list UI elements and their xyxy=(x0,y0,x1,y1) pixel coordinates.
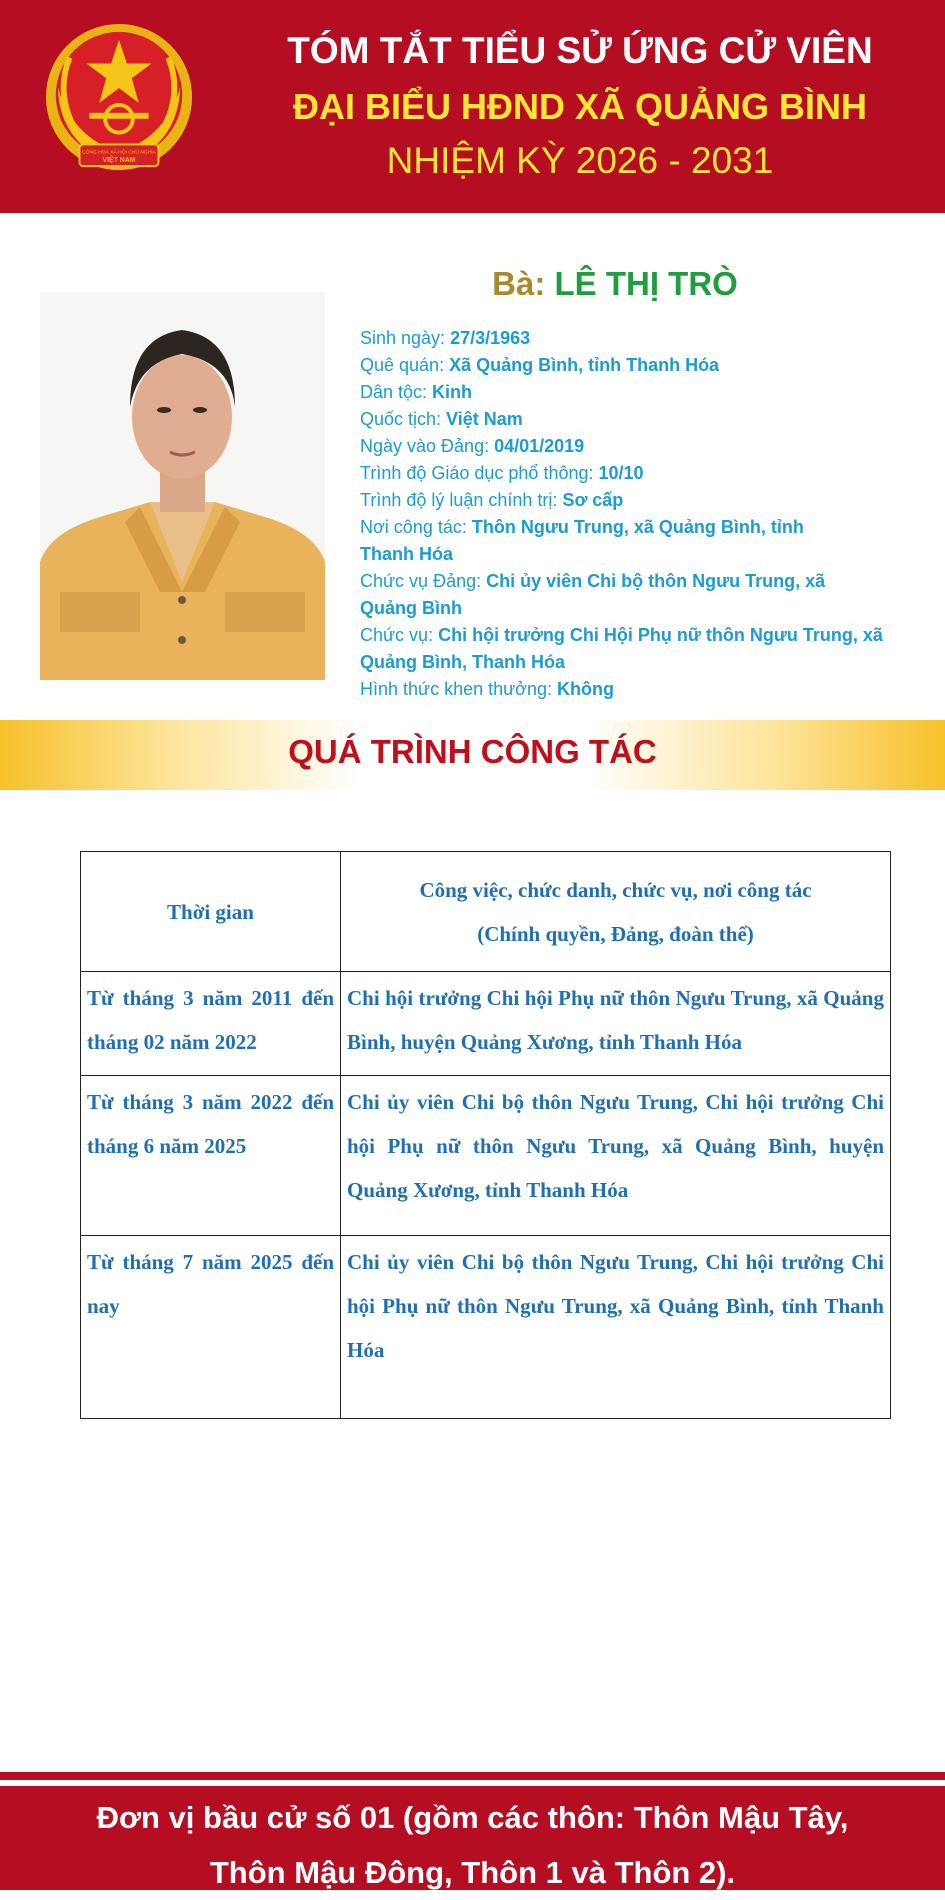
footer-rule xyxy=(0,1772,945,1780)
header-title-line2: ĐẠI BIỂU HĐND XÃ QUẢNG BÌNH xyxy=(292,86,867,127)
table-header-time: Thời gian xyxy=(81,852,341,972)
emblem-caption-bottom: VIỆT NAM xyxy=(102,157,136,165)
candidate-name-value: LÊ THỊ TRÒ xyxy=(554,265,738,302)
info-row-birth: Sinh ngày: 27/3/1963 xyxy=(360,328,531,348)
info-row-party-position: Chức vụ Đảng: Chi ủy viên Chi bộ thôn Ngưu Trung, xã Quảng Bình xyxy=(360,571,826,618)
info-row-nationality: Quốc tịch: Việt Nam xyxy=(360,409,523,429)
info-row-hometown: Quê quán: Xã Quảng Bình, tỉnh Thanh Hóa xyxy=(360,355,720,375)
candidate-prefix: Bà: xyxy=(492,265,555,302)
work-history-table xyxy=(80,851,891,1419)
info-row-political-theory: Trình độ lý luận chính trị: Sơ cấp xyxy=(360,490,624,510)
info-row-position: Chức vụ: Chi hội trưởng Chi Hội Phụ nữ thôn Ngưu Trung, xã Quảng Bình, Thanh Hóa xyxy=(360,625,883,672)
footer-text xyxy=(0,1790,945,1900)
candidate-name xyxy=(360,265,870,303)
table-cell-job: Chi hội trưởng Chi hội Phụ nữ thôn Ngưu Trung, xã Quảng Bình, huyện Quảng Xương, tỉnh Thanh Hóa xyxy=(341,972,891,1076)
table-row xyxy=(81,972,891,1076)
table-cell-job: Chi ủy viên Chi bộ thôn Ngưu Trung, Chi hội trưởng Chi hội Phụ nữ thôn Ngưu Trung, xã Quảng Bình, tỉnh Thanh Hóa xyxy=(341,1236,891,1419)
table-header-row xyxy=(81,852,891,972)
info-row-ethnicity: Dân tộc: Kinh xyxy=(360,382,473,402)
emblem-caption-top: CỘNG HOÀ XÃ HỘI CHỦ NGHĨA xyxy=(82,150,156,156)
table-cell-time: Từ tháng 3 năm 2022 đến tháng 6 năm 2025 xyxy=(81,1076,341,1236)
info-row-awards: Hình thức khen thưởng: Không xyxy=(360,679,614,699)
info-row-party-date: Ngày vào Đảng: 04/01/2019 xyxy=(360,436,585,456)
table-row xyxy=(81,1236,891,1419)
header-title-line3: NHIỆM KỲ 2026 - 2031 xyxy=(386,140,774,181)
table-header-job-line2: (Chính quyền, Đảng, đoàn thể) xyxy=(477,921,754,946)
table-cell-time: Từ tháng 3 năm 2011 đến tháng 02 năm 2022 xyxy=(81,972,341,1076)
table-header-job xyxy=(341,852,891,972)
candidate-portrait xyxy=(40,292,325,680)
info-row-education: Trình độ Giáo dục phổ thông: 10/10 xyxy=(360,463,644,483)
candidate-info xyxy=(360,325,920,703)
national-emblem-icon xyxy=(40,18,198,180)
footer-line1: Đơn vị bầu cử số 01 (gồm các thôn: Thôn Mậu Tây, xyxy=(96,1800,849,1835)
header-title-line1: TÓM TẮT TIỂU SỬ ỨNG CỬ VIÊN xyxy=(287,30,873,71)
section-title: QUÁ TRÌNH CÔNG TÁC xyxy=(288,733,657,770)
footer-line2: Thôn Mậu Đông, Thôn 1 và Thôn 2). xyxy=(209,1855,736,1890)
table-row xyxy=(81,1076,891,1236)
info-row-workplace: Nơi công tác: Thôn Ngưu Trung, xã Quảng Bình, tỉnh Thanh Hóa xyxy=(360,517,804,564)
table-cell-time: Từ tháng 7 năm 2025 đến nay xyxy=(81,1236,341,1419)
table-cell-job: Chi ủy viên Chi bộ thôn Ngưu Trung, Chi hội trưởng Chi hội Phụ nữ thôn Ngưu Trung, xã Quảng Bình, huyện Quảng Xương, tỉnh Thanh Hóa xyxy=(341,1076,891,1236)
table-header-job-line1: Công việc, chức danh, chức vụ, nơi công tác xyxy=(419,877,812,902)
